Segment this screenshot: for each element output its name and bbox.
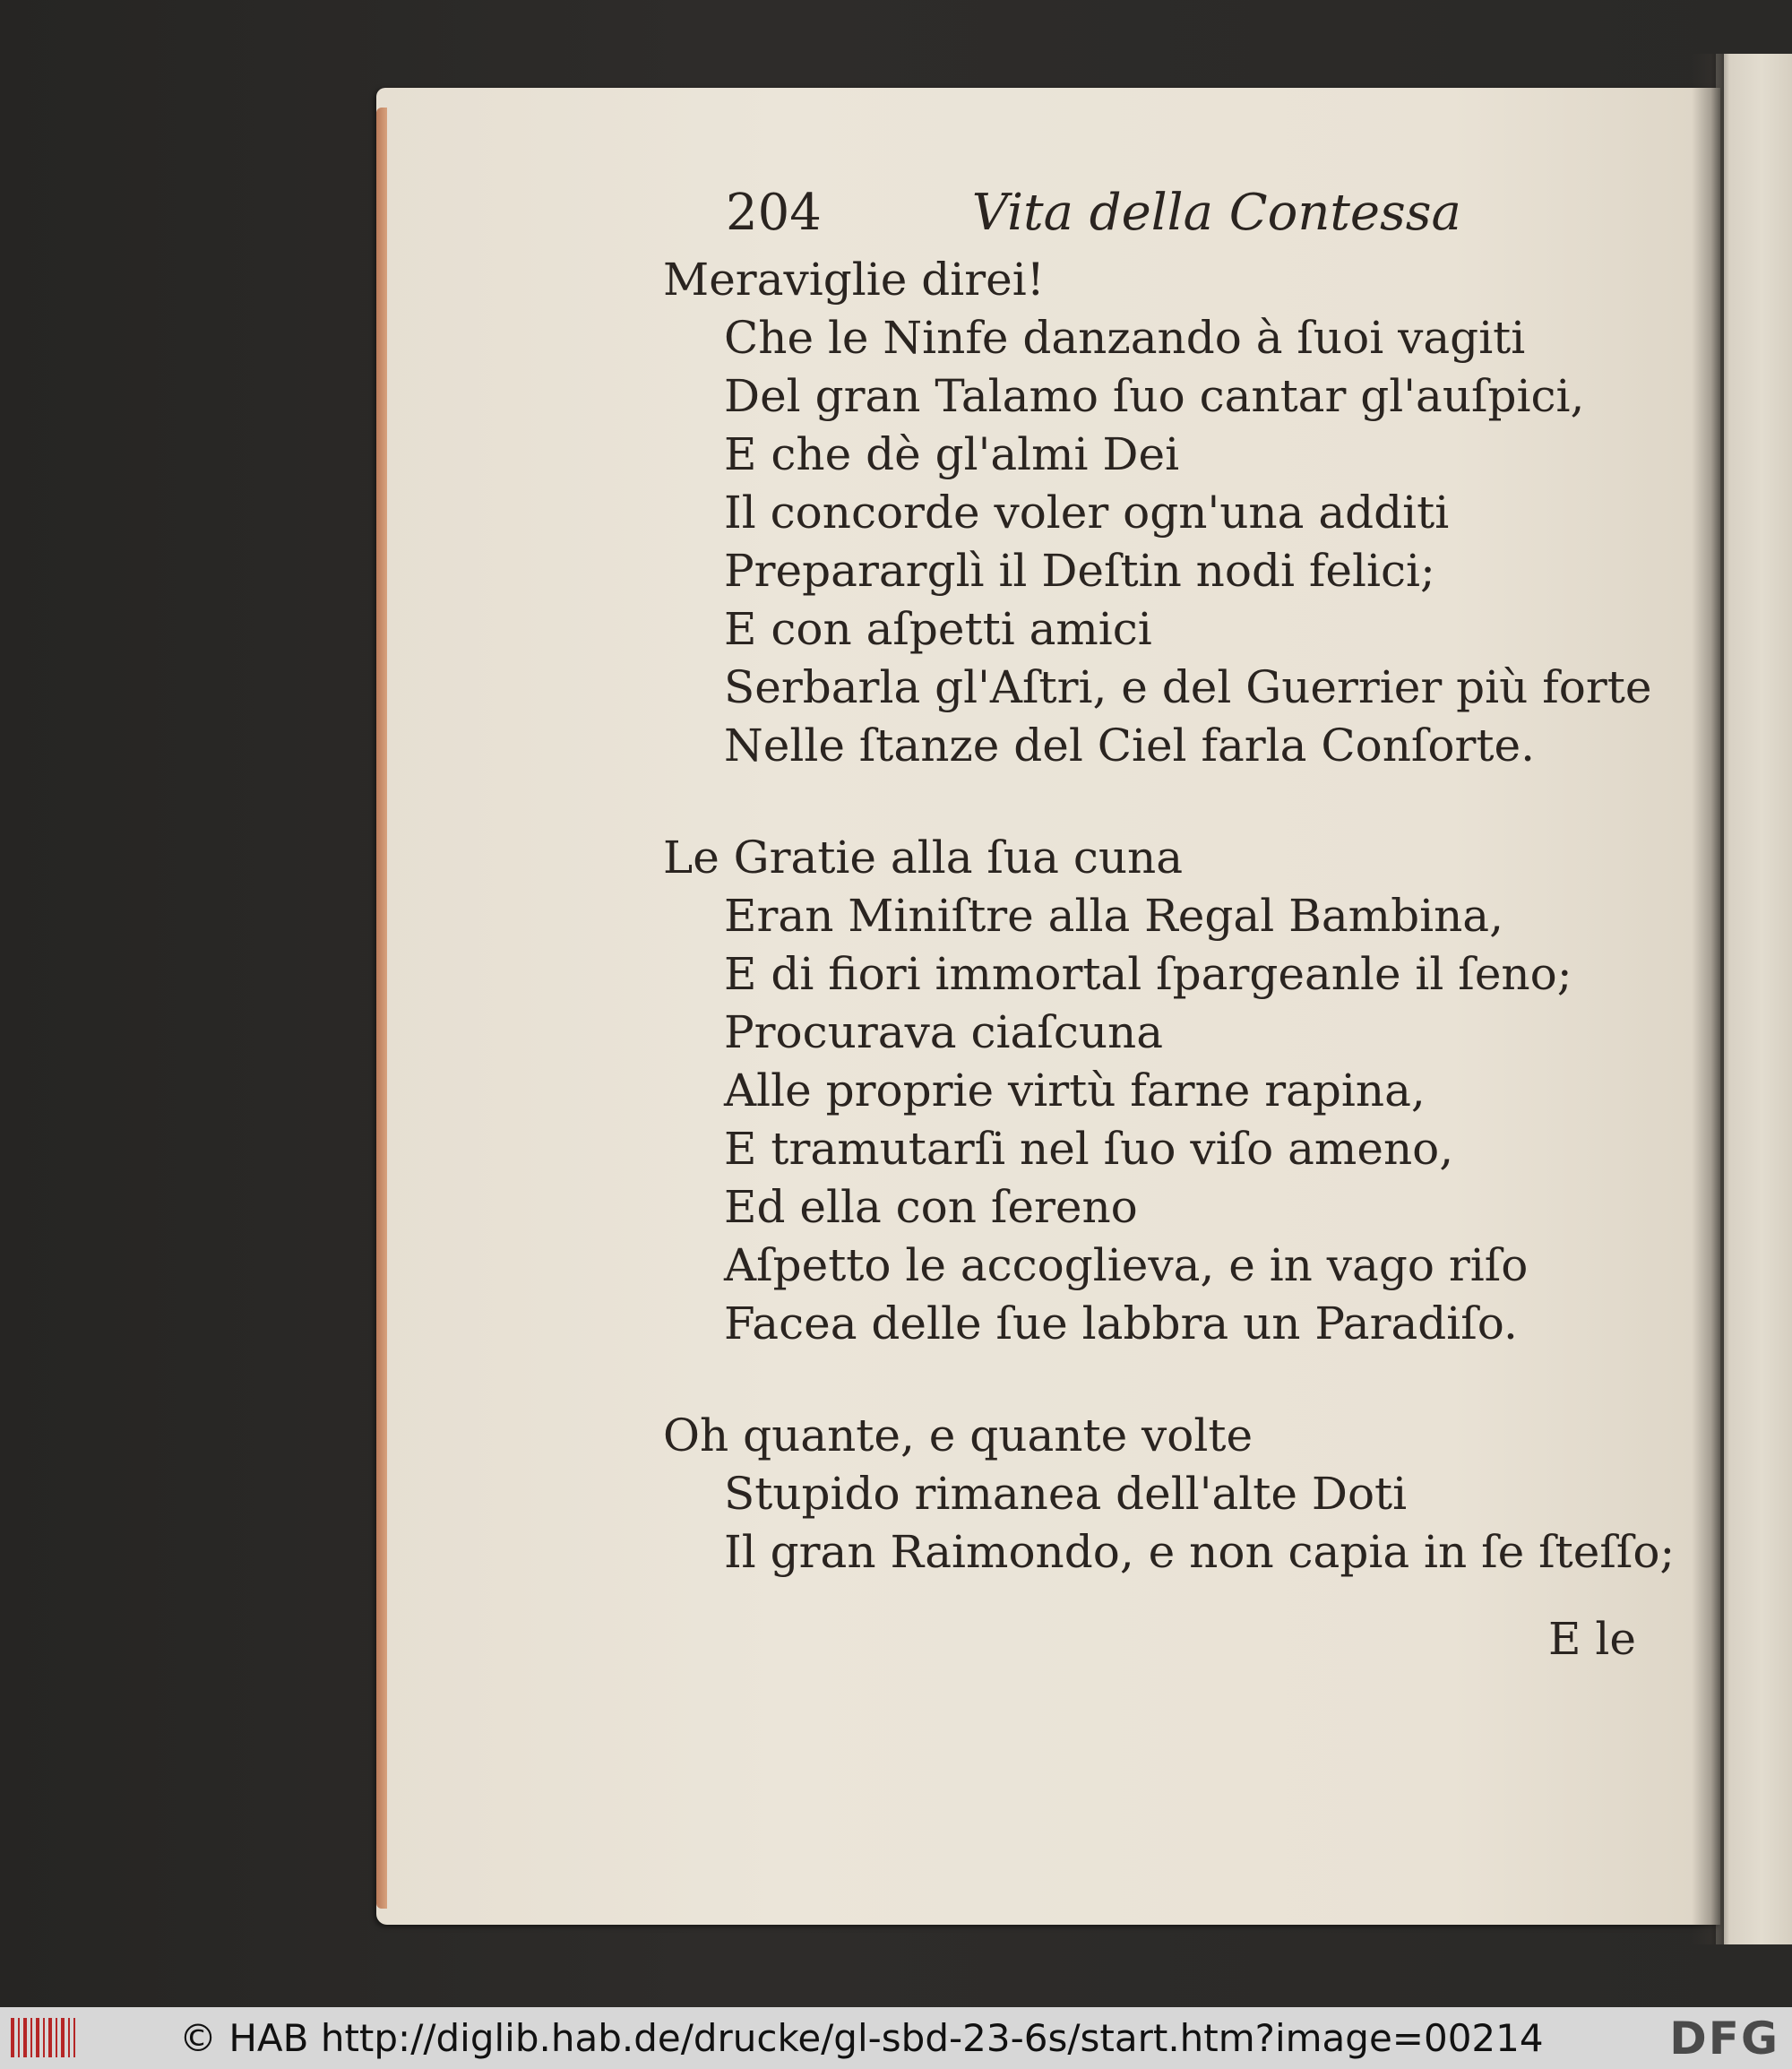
- verse-line: Ed ella con ſereno: [724, 1181, 1138, 1233]
- verse-line: Il gran Raimondo, e non capia in ſe ſteſſo;: [724, 1526, 1676, 1578]
- verse-line: Meraviglie direi!: [663, 254, 1045, 306]
- verse-line: Aſpetto le accoglieva, e in vago riſo: [724, 1239, 1529, 1291]
- verse-line: Serbarla gl'Aſtri, e del Guerrier più forte: [724, 661, 1652, 713]
- verse-line: Oh quante, e quante volte: [663, 1410, 1254, 1461]
- verse-line: Che le Ninfe danzando à ſuoi vagiti: [724, 312, 1526, 364]
- verse-line: Facea delle ſue labbra un Paradiſo.: [724, 1297, 1518, 1349]
- hab-barcode-icon: [11, 2018, 75, 2057]
- verse-line: E di fiori immortal ſpargeanle il ſeno;: [724, 948, 1572, 1000]
- verse-line: Le Gratie alla ſua cuna: [663, 832, 1184, 884]
- verse-line: Il concorde voler ogn'una additi: [724, 487, 1450, 539]
- page-number: 204: [726, 184, 822, 242]
- verse-line: Procurava ciaſcuna: [724, 1006, 1164, 1058]
- dfg-logo: DFG: [1669, 2013, 1779, 2065]
- footer-credit-link[interactable]: © HAB http://diglib.hab.de/drucke/gl-sbd-23-6s/start.htm?image=00214: [179, 2016, 1544, 2060]
- stanza-gap: [663, 775, 1675, 829]
- footer-bar: [0, 2007, 1792, 2069]
- stanza-gap: [663, 1353, 1675, 1407]
- running-title: Vita della Contessa: [971, 184, 1461, 242]
- poem-text: [663, 251, 1675, 1582]
- verse-line: Alle proprie virtù farne rapina,: [724, 1065, 1426, 1116]
- verse-line: Del gran Talamo ſuo cantar gl'auſpici,: [724, 370, 1585, 422]
- facing-page-strip: [1716, 54, 1792, 1944]
- verse-line: E tramutarſi nel ſuo viſo ameno,: [724, 1123, 1454, 1175]
- running-head: [726, 184, 1461, 242]
- catchword: E le: [1548, 1613, 1636, 1665]
- verse-line: E con aſpetti amici: [724, 603, 1152, 655]
- verse-line: E che dè gl'almi Dei: [724, 428, 1180, 480]
- page-edge: [376, 108, 387, 1909]
- verse-line: Nelle ſtanze del Ciel farla Conſorte.: [724, 720, 1536, 772]
- verse-line: Eran Miniſtre alla Regal Bambina,: [724, 890, 1503, 942]
- verse-line: Prepararglì il Deſtin nodi felici;: [724, 545, 1435, 597]
- book-gutter: [1692, 54, 1724, 1944]
- verse-line: Stupido rimanea dell'alte Doti: [724, 1468, 1408, 1520]
